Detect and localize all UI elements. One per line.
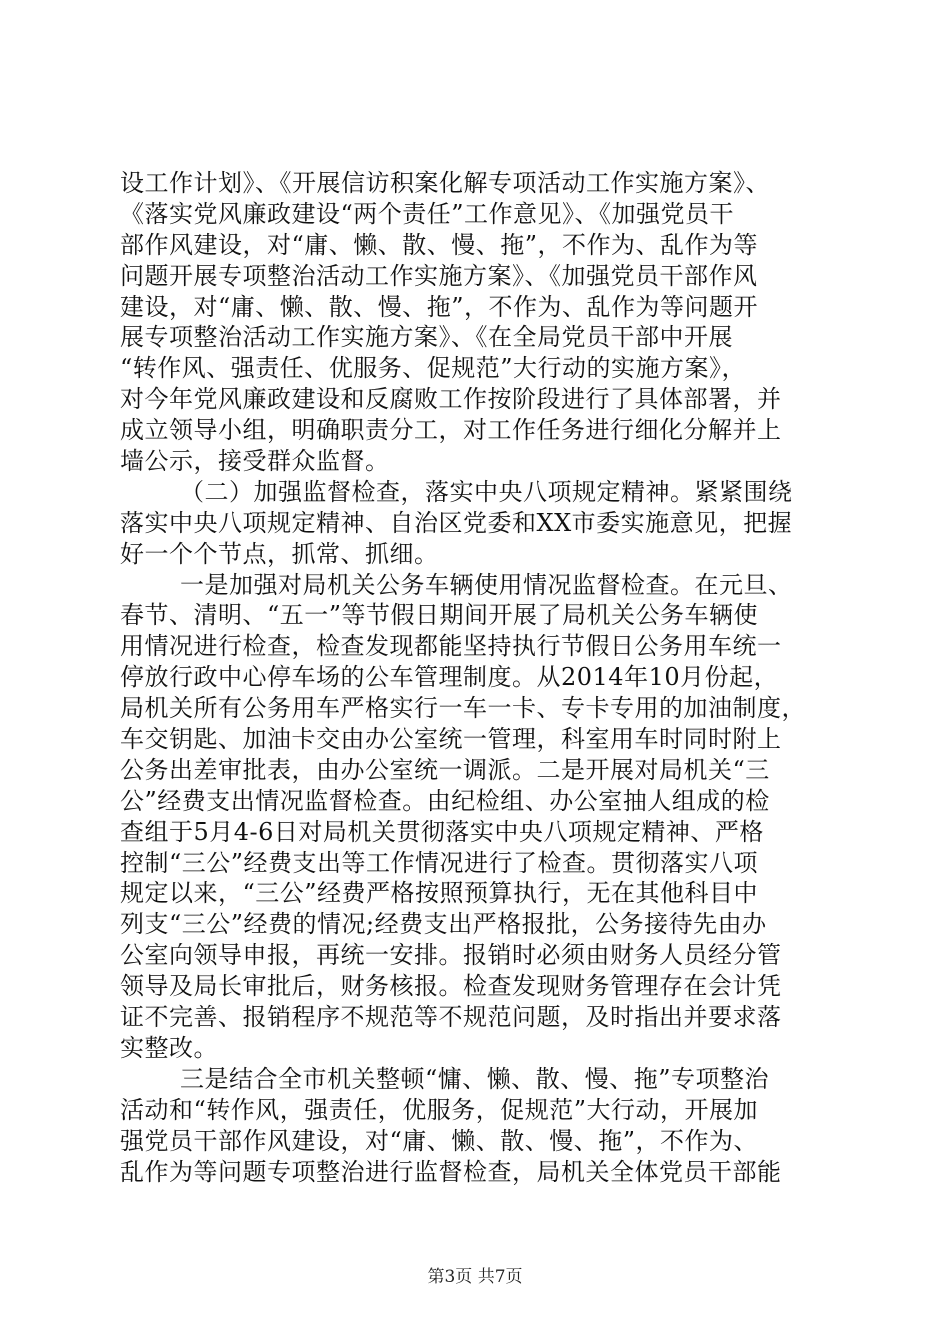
text-line: 问题开展专项整治活动工作实施方案》、《加强党员干部作风 xyxy=(120,261,758,290)
text-line: 活动和“转作风，强责任，优服务，促规范”大行动，开展加 xyxy=(120,1095,759,1124)
text-line: 建设，对“庸、懒、散、慢、拖”，不作为、乱作为等问题开 xyxy=(120,292,759,321)
text-line: 公室向领导申报，再统一安排。报销时必须由财务人员经分管 xyxy=(120,941,782,970)
text-line: 列支“三公”经费的情况;经费支出严格报批，公务接待先由办 xyxy=(120,910,767,939)
text-line: 春节、清明、“五一”等节假日期间开展了局机关公务车辆使 xyxy=(120,601,759,630)
text-line: 墙公示，接受群众监督。 xyxy=(120,447,390,476)
text-line: 成立领导小组，明确职责分工，对工作任务进行细化分解并上 xyxy=(120,416,782,445)
paragraph-start-line: （二）加强监督检查，落实中央八项规定精神。紧紧围绕 xyxy=(180,477,793,506)
text-line: 用情况进行检查，检查发现都能坚持执行节假日公务用车统一 xyxy=(120,632,782,661)
paragraph-start-line: 三是结合全市机关整顿“慵、懒、散、慢、拖”专项整治 xyxy=(180,1064,770,1093)
text-line: 公”经费支出情况监督检查。由纪检组、办公室抽人组成的检 xyxy=(120,786,770,815)
text-line: 证不完善、报销程序不规范等不规范问题，及时指出并要求落 xyxy=(120,1003,782,1032)
text-line: 乱作为等问题专项整治进行监督检查，局机关全体党员干部能 xyxy=(120,1157,782,1186)
text-line: 好一个个节点，抓常、抓细。 xyxy=(120,539,439,568)
page-footer xyxy=(0,1262,950,1287)
text-line: “转作风、强责任、优服务、促规范”大行动的实施方案》， xyxy=(120,354,747,383)
text-line: 部作风建设，对“庸、懒、散、慢、拖”，不作为、乱作为等 xyxy=(120,230,759,259)
text-line: 《落实党风廉政建设“两个责任”工作意见》、《加强党员干 xyxy=(120,199,735,228)
text-line: 车交钥匙、加油卡交由办公室统一管理，科室用车时同时附上 xyxy=(120,725,782,754)
text-line: 设工作计划》、《开展信访积案化解专项活动工作实施方案》、 xyxy=(120,169,770,197)
text-line: 规定以来，“三公”经费严格按照预算执行，无在其他科目中 xyxy=(120,879,759,908)
text-line: 落实中央八项规定精神、自治区党委和XX市委实施意见，把握 xyxy=(120,508,793,537)
page-number: 第3页 共7页 xyxy=(427,1267,523,1287)
text-line: 实整改。 xyxy=(120,1033,218,1062)
text-line: 公务出差审批表，由办公室统一调派。二是开展对局机关“三 xyxy=(120,755,770,784)
text-line: 停放行政中心停车场的公车管理制度。从2014年10月份起， xyxy=(120,663,779,692)
text-line: 对今年党风廉政建设和反腐败工作按阶段进行了具体部署，并 xyxy=(120,385,782,414)
text-line: 控制“三公”经费支出等工作情况进行了检查。贯彻落实八项 xyxy=(120,848,759,877)
text-line: 局机关所有公务用车严格实行一车一卡、专卡专用的加油制度， xyxy=(120,694,806,723)
text-line: 查组于5月4-6日对局机关贯彻落实中央八项规定精神、严格 xyxy=(120,817,764,846)
text-line: 强党员干部作风建设，对“庸、懒、散、慢、拖”，不作为、 xyxy=(120,1126,759,1155)
document-body xyxy=(120,168,832,1187)
paragraph-start-line: 一是加强对局机关公务车辆使用情况监督检查。在元旦、 xyxy=(180,570,793,599)
text-line: 领导及局长审批后，财务核报。检查发现财务管理存在会计凭 xyxy=(120,972,782,1001)
text-line: 展专项整治活动工作实施方案》、《在全局党员干部中开展 xyxy=(120,323,733,352)
